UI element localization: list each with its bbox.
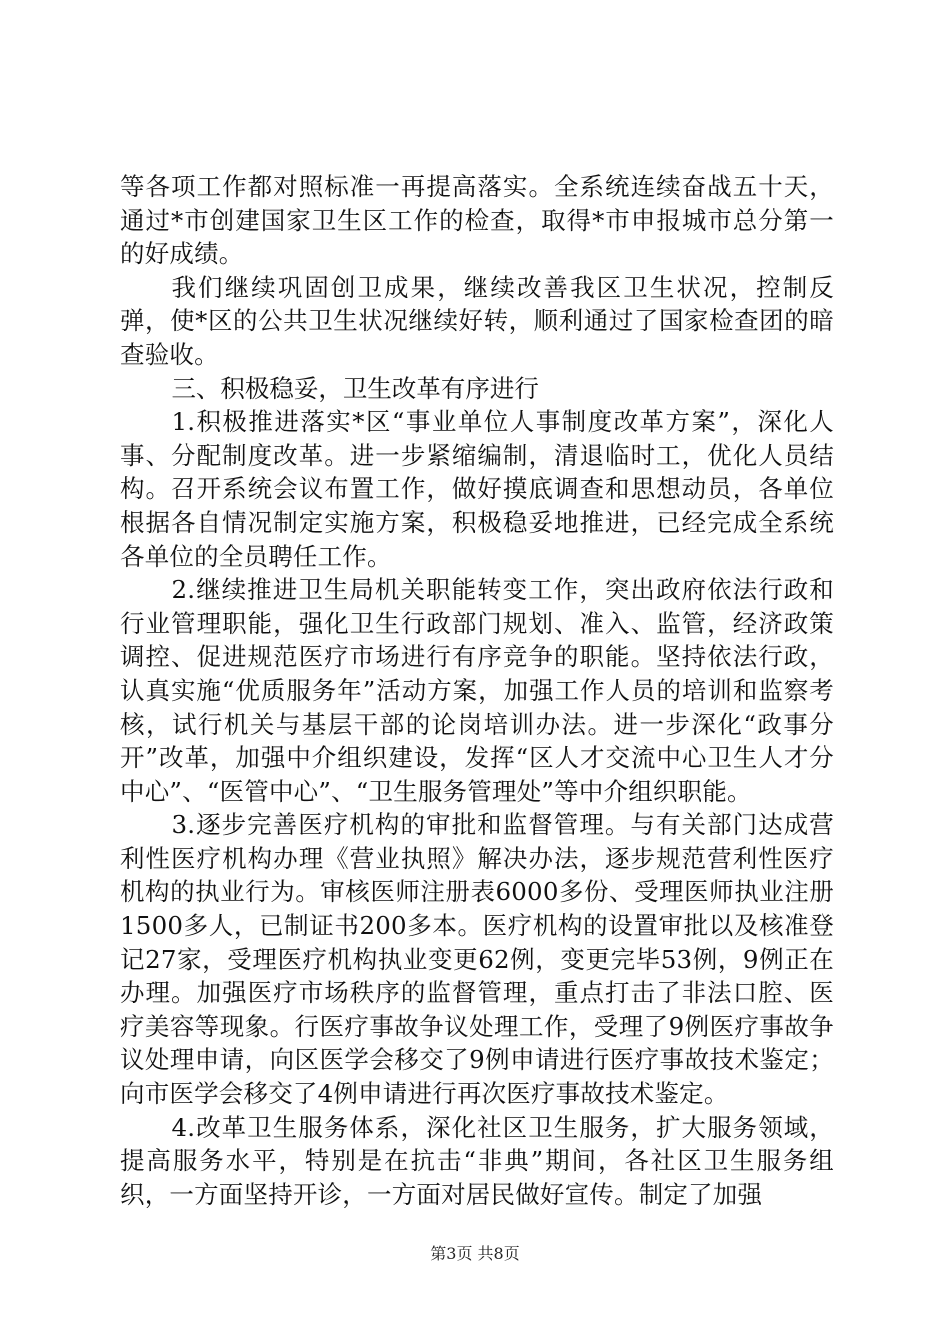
paragraph-item-1: 1.积极推进落实*区“事业单位人事制度改革方案”，深化人事、分配制度改革。进一步紧缩编制，清退临时工，优化人员结构。召开系统会议布置工作，做好摸底调查和思想动员，各单位根据各自情况制定实施方案，积极稳妥地推进，已经完成全系统各单位的全员聘任工作。 (120, 407, 834, 571)
document-body (120, 170, 834, 1211)
paragraph-item-4: 4.改革卫生服务体系，深化社区卫生服务，扩大服务领域，提高服务水平，特别是在抗击“非典”期间，各社区卫生服务组织，一方面坚持开诊，一方面对居民做好宣传。制定了加强 (120, 1112, 834, 1209)
paragraph-consolidation: 我们继续巩固创卫成果，继续改善我区卫生状况，控制反弹，使*区的公共卫生状况继续好转，顺利通过了国家检查团的暗查验收。 (120, 272, 834, 369)
paragraph-item-3: 3.逐步完善医疗机构的审批和监督管理。与有关部门达成营利性医疗机构办理《营业执照》解决办法，逐步规范营利性医疗机构的执业行为。审核医师注册表6000多份、受理医师执业注册1500多人，已制证书200多本。医疗机构的设置审批以及核准登记27家，受理医疗机构执业变更62例，变更完毕53例，9例正在办理。加强医疗市场秩序的监督管理，重点打击了非法口腔、医疗美容等现象。行医疗事故争议处理工作，受理了9例医疗事故争议处理申请，向区医学会移交了9例申请进行医疗事故技术鉴定；向市医学会移交了4例申请进行再次医疗事故技术鉴定。 (120, 810, 834, 1109)
section-heading: 三、积极稳妥，卫生改革有序进行 (171, 373, 539, 403)
page-footer: 第3页 共8页 (430, 1244, 520, 1263)
paragraph-item-2: 2.继续推进卫生局机关职能转变工作，突出政府依法行政和行业管理职能，强化卫生行政部门规划、准入、监管，经济政策调控、促进规范医疗市场进行有序竞争的职能。坚持依法行政，认真实施“优质服务年”活动方案，加强工作人员的培训和监察考核，试行机关与基层干部的论岗培训办法。进一步深化“政事分开”改革，加强中介组织建设，发挥“区人才交流中心卫生人才分中心”、“医管中心”、“卫生服务管理处”等中介组织职能。 (120, 575, 834, 806)
paragraph-continuation: 等各项工作都对照标准一再提高落实。全系统连续奋战五十天，通过*市创建国家卫生区工作的检查，取得*市申报城市总分第一的好成绩。 (120, 172, 834, 269)
